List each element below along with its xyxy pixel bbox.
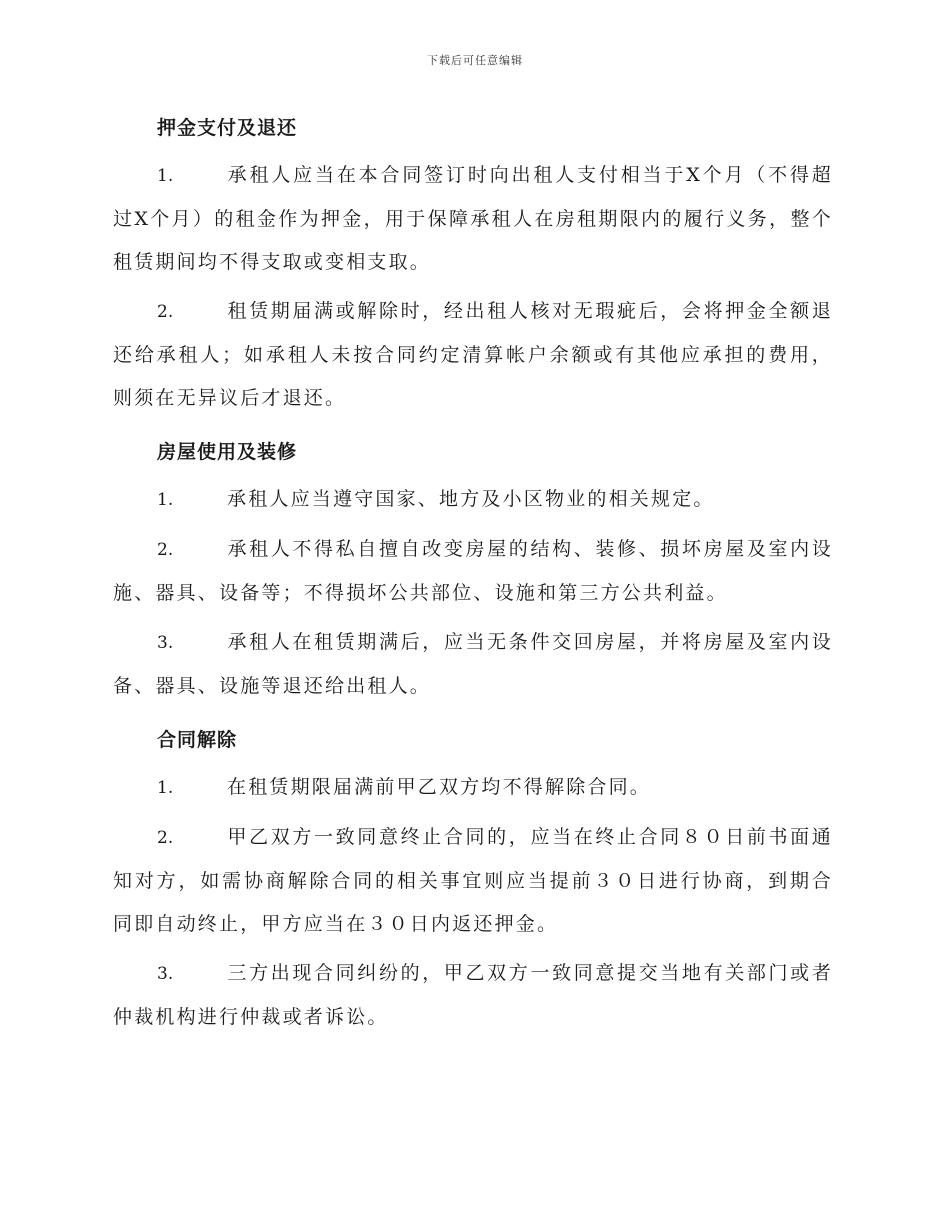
section-title-termination: 合同解除 [157,729,238,751]
section-title-deposit: 押金支付及退还 [157,117,298,139]
list-item [113,952,833,1039]
list-item [113,154,833,284]
item-number: 1. [157,778,174,798]
item-number: 3. [157,964,174,984]
item-number: 1. [157,490,174,510]
list-item [113,478,833,522]
page-header: 下载后可任意编辑 [427,54,523,67]
item-text: 租赁期届满或解除时，经出租人核对无瑕疵后，会将押金全额退还给承租人；如承租人未按合同约定清算帐户余额或有其他应承担的费用，则须在无异议后才退还。 [113,300,833,409]
item-number: 2. [157,828,174,848]
item-text: 承租人应当在本合同签订时向出租人支付相当于X个月（不得超过X个月）的租金作为押金，用于保障承租人在房租期限内的履行义务，整个租赁期间均不得支取或变相支取。 [113,164,833,273]
item-text: 在租赁期限届满前甲乙双方均不得解除合同。 [227,776,652,798]
item-text: 承租人在租赁期满后，应当无条件交回房屋，并将房屋及室内设备、器具、设施等退还给出租人。 [113,631,833,697]
item-text: 承租人不得私自擅自改变房屋的结构、装修、损坏房屋及室内设施、器具、设备等；不得损坏公共部位、设施和第三方公共利益。 [113,538,833,604]
item-number: 1. [157,166,174,186]
list-item [113,816,833,946]
item-text: 三方出现合同纠纷的，甲乙双方一致同意提交当地有关部门或者仲裁机构进行仲裁或者诉讼。 [113,962,833,1028]
item-text: 承租人应当遵守国家、地方及小区物业的相关规定。 [227,488,715,510]
list-item [113,528,833,615]
list-item [113,766,833,810]
item-text: 甲乙双方一致同意终止合同的，应当在终止合同８０日前书面通知对方，如需协商解除合同的相关事宜则应当提前３０日进行协商，到期合同即自动终止，甲方应当在３０日内返还押金。 [113,826,833,935]
list-item [113,621,833,708]
section-title-usage: 房屋使用及装修 [157,441,298,463]
item-number: 2. [157,540,174,560]
list-item [113,290,833,420]
document-body [113,108,833,1043]
item-number: 2. [157,302,174,322]
item-number: 3. [157,633,174,653]
